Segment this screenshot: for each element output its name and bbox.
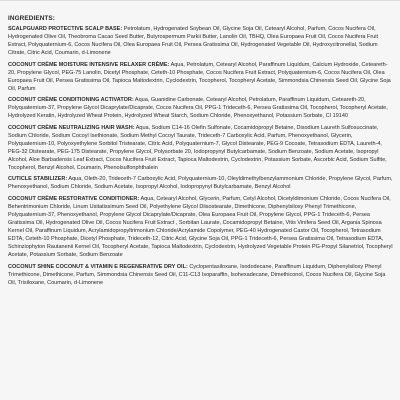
- section-ingredients: Aqua, Guanidine Carbonate, Cetearyl Alcohol, Petrolatum, Paraffinum Liquidum, Ceteareth-20, Polyquaternium-37, Propylene Glycol Dicaprylate/Dicaprate, Cocos Nucifera Oil, PPG-1 Trideceth-6, Persea Gratissima Oil, Tocopherol, Tocopheryl Acetate, Hydrolyzed Keratin, Hydrolyzed Wheat Protein, Hydrolyzed Wheat Starch, Sodium Chloride, Phenoxyethanol, Potassium Sorbate, CI 19140: [8, 97, 388, 120]
- ingredient-section-dry-oil: [8, 263, 393, 287]
- section-title: CUTICLE STABILIZER:: [8, 176, 68, 183]
- section-ingredients: Aqua, Cetearyl Alcohol, Glycerin, Parfum, Cetyl Alcohol, Dicetyldimonium Chloride, Cocos Nucifera Oil, Behentrimonium Chloride, Linum Usitatissimum Seed Oil, Polyethylene Glycol Diisostearate, Dimethicone, Diphenylsiloxy Phenyl Trimethicone, Polyquaternium-37, Phenoxyethanol, Propylene Glycol Dicaprylate/Dicaprate, Olea Europaea Fruit Oil, Propylene Glycol, PPG-1 Trideceth-6, Persea Gratissima Oil, Hydrogenated Olive Oil, Cocos Nucifera Fruit Extract , Sorbitan Laurate, Cocamidopropyl Betaine, Vitis Vinifera Seed Oil, Argania Spinosa Kernel Oil, Paraffinum Liquidum, Acrylamidopropyltrimonium Chloride/Acrylamide Copolymer, PEG-40 Hydrogenated Castor Oil, Tocopherol, Tetrasodium EDTA, Ceteth-10 Phosphate, Dicetyl Phosphate, Trideceth-12, Citric Acid, Glycine Soja Oil, PPG-1 Trideceth-6, Persea Gratissima Oil, Tetrasodium EDTA, Schinziophyton Rautanenii Kernel Oil, Tocopheryl Acetate, Tapioca Maltodextrin, Cyclodextrin, Hydrolyzed Vegetable Protein PG-Propyl Silanetriol, Tocopheryl Acetate, Potassium Sorbate, Sodium Benzoate: [8, 195, 393, 258]
- section-title: COCONUT SHINE COCONUT & VITAMIN E REGENERATIVE DRY OIL:: [8, 263, 188, 270]
- section-title: COCONUT CRÈME MOISTURE INTENSIVE RELAXER CRÈME:: [8, 61, 170, 68]
- section-ingredients: Cyclopentasiloxane, Isododecane, Paraffinum Liquidum, Diphenylsiloxy Phenyl Trimethicone, Dimethicone, Parfum, Simmondsia Chinensis Seed Oil, C11-C13 Isoparaffin, Isohexadecane, Dimethiconol, Cocos Nucifera Oil, Glycine Soja Oil, Trisiloxane, Coumarin, d-Limonene: [8, 263, 386, 286]
- ingredients-heading: INGREDIENTS:: [8, 15, 56, 22]
- section-title: COCONUT CRÈME RESTORATIVE CONDITIONER:: [8, 195, 140, 202]
- section-title: COCONUT CRÈME NEUTRALIZING HAIR WASH:: [8, 124, 135, 131]
- ingredient-section-activator: [8, 96, 393, 120]
- section-ingredients: Aqua, Petrolatum, Cetearyl Alcohol, Paraffinum Liquidum, Calcium Hydroxide, Ceteareth-20, Propylene Glycol, PEG-75 Lanolin, Dicetyl Phosphate, Ceteth-10 Phosphate, Cocos Nucifera Fruit Extract, Polyquaternium-6, Cocos Nucifera Oil, Olea Europaea Fruit Oil, Persea Gratissima Oil, Tapioca Maltodextrin, Cyclodextrin, Tocopherol, Tocopheryl Acetate, Simmondsia Chinensis Seed Oil, Glycine Soja Oil, Parfum: [8, 61, 391, 92]
- ingredient-section-conditioner: [8, 195, 393, 259]
- section-title: COCONUT CRÈME CONDITIONING ACTIVATOR:: [8, 97, 134, 104]
- section-title: SCALPGUARD PROTECTIVE SCALP BASE:: [8, 26, 123, 32]
- section-ingredients: Aqua, Oleth-20, Trideceth-7 Carboxylic Acid, Polyquaternium-10, Oleyldimethylbenzylammonium Chloride, Propylene Glycol, Parfum, Phenoxyethanol, Sodium Chloride, Sodium Acetate, Isopropyl Alcohol, Iodopropynyl Butylcarbamate, Benzyl Alcohol: [8, 176, 393, 191]
- section-ingredients: Petrolatum, Hydrogenated Soybean Oil, Glycine Soja Oil, Cetearyl Alcohol, Parfum, Cocos Nucifera Oil, Hydrogenated Olive Oil, Theobroma Cacao Seed Butter, Butyrospermum Parkii Butter, Lanolin Oil, TBHQ, Olea Europaea Fruit Oil, Cocos Nucifera Fruit Extract, Polyquaternium-6, Cocos Nucifera Oil, Olea Europaea Fruit Oil, Persea Gratissima Oil, Hydrogenated Vegetable Oil, Hydroxycitronellal, Sodium Citrate, Citric Acid, Coumarin, d-Limonene: [8, 26, 378, 56]
- ingredient-section-hair-wash: [8, 124, 393, 172]
- ingredient-section-relaxer-creme: [8, 61, 393, 93]
- ingredient-section-cuticle-stabilizer: [8, 175, 393, 191]
- section-ingredients: Aqua, Sodium C14-16 Olefin Sulfonate, Cocamidopropyl Betaine, Disodium Laureth Sulfosuccinate, Sodium Chloride, Sodium Cocoyl Isethionate, Sodium Methyl Cocoyl Taurate, Trideceth-7 Carboxylic Acid, Parfum, Phenoxyethanol, Glycerin, Polyquaternium-10, Polyoxyethylene Sorbitol Tristearate, Citric Acid, Polyquaternium-7, Glycol Distearate, PEG-9 Cocoate, Tetrasodium EDTA, Laureth-4, PEG-32 Distearate, PEG-175 Distearate, Propylene Glycol, Polysorbate 20, Iodopropynyl Butylcarbamate, Sodium Benzoate, Sodium Acetate, Isopropyl Alcohol, Aloe Barbadensis Leaf Extract, Cocos Nucifera Fruit Extract, Tapioca Maltodextrin, Cyclodextrin, Potassium Sorbate, Ascorbic Acid, Sodium Sulfite, Tocopherol, Benzyl Alcohol, Coumarin, Phenolsulfonphthalein: [8, 124, 387, 171]
- ingredient-section-scalp-base: [8, 25, 393, 57]
